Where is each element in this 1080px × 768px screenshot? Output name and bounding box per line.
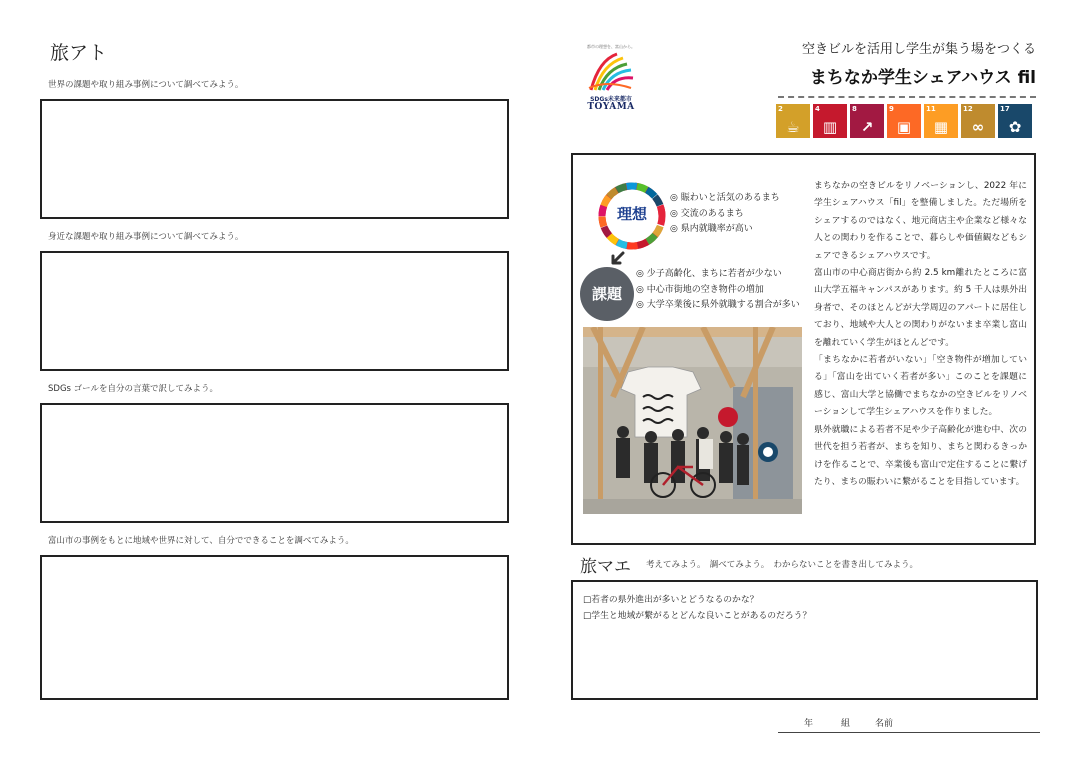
question-label-world: 世界の課題や取り組み事例について調べてみよう。 — [48, 80, 244, 90]
logo-name-line2: TOYAMA — [587, 102, 635, 112]
issue-list — [636, 267, 800, 314]
answer-box-action[interactable] — [40, 555, 509, 700]
sdg-number: 9 — [889, 105, 894, 113]
checklist-item[interactable]: □若者の県外進出が多いとどうなるのかな？ — [583, 595, 759, 605]
description-paragraph: まちなかの空きビルをリノベーションし、2022 年に学生シェアハウス「fil」を整備しました。ただ場所をシェアするのではなく、地元商店主や企業など様々な人との関わりを作ることで、暮らしや価値観などもシェアできるシェアハウスです。 — [814, 181, 1027, 261]
page-title: まちなか学生シェアハウス fil — [809, 68, 1036, 88]
case-description — [814, 178, 1027, 491]
buildings-icon: ▦ — [933, 118, 949, 136]
sdg-number: 12 — [963, 105, 973, 113]
logo-tagline: 都市の理想を、富山から。 — [587, 44, 635, 49]
sdg-goal-17-icon — [998, 104, 1032, 138]
left-page-title: 旅アト — [50, 42, 108, 64]
sdg-goal-12-icon — [961, 104, 995, 138]
sdg-icon-row — [776, 104, 1038, 138]
infinity-icon: ∞ — [971, 118, 985, 136]
ideal-list — [670, 191, 780, 238]
description-paragraph: 「まちなかに若者がいない」「空き物件が増加している」「富山を出ていく若者が多い」このことを課題に感じ、富山大学と協働でまちなかの空きビルをリノベーションして学生シェアハウスを作りました。 — [814, 355, 1027, 418]
tabimae-answer-box[interactable] — [571, 580, 1038, 700]
list-item: ◎ 交流のあるまち — [670, 208, 744, 219]
sdg-goal-8-icon — [850, 104, 884, 138]
ideal-heading: 理想 — [616, 205, 647, 223]
bowl-icon: ☕ — [786, 118, 800, 136]
sdg-number: 17 — [1000, 105, 1010, 113]
list-item: ◎ 大学卒業後に県外就職する割合が多い — [636, 300, 800, 310]
question-label-local: 身近な課題や取り組み事例について調べてみよう。 — [48, 232, 244, 242]
sdgs-toyama-logo — [581, 44, 641, 116]
answer-box-local[interactable] — [40, 251, 509, 371]
sdg-number: 2 — [778, 105, 783, 113]
sdg-goal-9-icon — [887, 104, 921, 138]
sdg-goal-11-icon — [924, 104, 958, 138]
book-icon: ▥ — [822, 118, 838, 136]
sdg-number: 11 — [926, 105, 936, 113]
student-name-field[interactable] — [778, 713, 1040, 733]
flower-icon: ✿ — [1008, 118, 1022, 136]
growth-chart-icon: ↗ — [860, 118, 874, 136]
checklist-item[interactable]: □学生と地域が繋がるとどんな良いことがあるのだろう？ — [583, 611, 812, 621]
name-label: 名前 — [875, 719, 894, 729]
tabimae-hint: 考えてみよう。 調べてみよう。 わからないことを書き出してみよう。 — [646, 560, 919, 570]
sdg-number: 8 — [852, 105, 857, 113]
answer-box-world[interactable] — [40, 99, 509, 219]
class-label: 組 — [841, 719, 851, 729]
photo-illustration — [583, 327, 802, 514]
list-item: ◎ 県内就職率が高い — [670, 224, 753, 234]
list-item: ◎ 中心市街地の空き物件の増加 — [636, 284, 764, 295]
sharehouse-group-photo — [583, 327, 802, 514]
logo-name-line1: SDGs未来都市 — [590, 96, 632, 103]
description-paragraph: 富山市の中心商店街から約 2.5 km離れたところに富山大学五福キャンパスがあります。約 5 千人は県外出身者で、そのほとんどが大学周辺のアパートに居住しており、地域や大人との関わりがないまま卒業し富山を離れていく学生がほとんどです。 — [814, 268, 1027, 348]
issue-heading: 課題 — [580, 267, 634, 321]
sdg-number: 4 — [815, 105, 820, 113]
question-label-sdgs-goal: SDGs ゴールを自分の言葉で訳してみよう。 — [48, 384, 218, 394]
sdg-goal-4-icon — [813, 104, 847, 138]
answer-box-sdgs-goal[interactable] — [40, 403, 509, 523]
question-label-action: 富山市の事例をもとに地域や世界に対して、自分でできることを調べてみよう。 — [48, 536, 354, 546]
tabimae-title: 旅マエ — [580, 557, 631, 577]
page-subtitle: 空きビルを活用し学生が集う場をつくる — [801, 42, 1036, 57]
dashed-divider — [778, 96, 1036, 98]
cubes-icon: ▣ — [896, 118, 912, 136]
sdg-goal-2-icon — [776, 104, 810, 138]
description-paragraph: 県外就職による若者不足や少子高齢化が進む中、次の世代を担う若者が、まちを知り、まちと関わるきっかけを作ることで、卒業後も富山で定住することに繋げたり、まちの賑わいに繋がることを目指しています。 — [814, 424, 1027, 487]
list-item: ◎ 少子高齢化、まちに若者が少ない — [636, 269, 782, 279]
list-item: ◎ 賑わいと活気のあるまち — [670, 193, 780, 203]
year-label: 年 — [804, 719, 814, 729]
logo-mark-icon — [581, 50, 641, 94]
case-study-panel — [571, 153, 1036, 545]
